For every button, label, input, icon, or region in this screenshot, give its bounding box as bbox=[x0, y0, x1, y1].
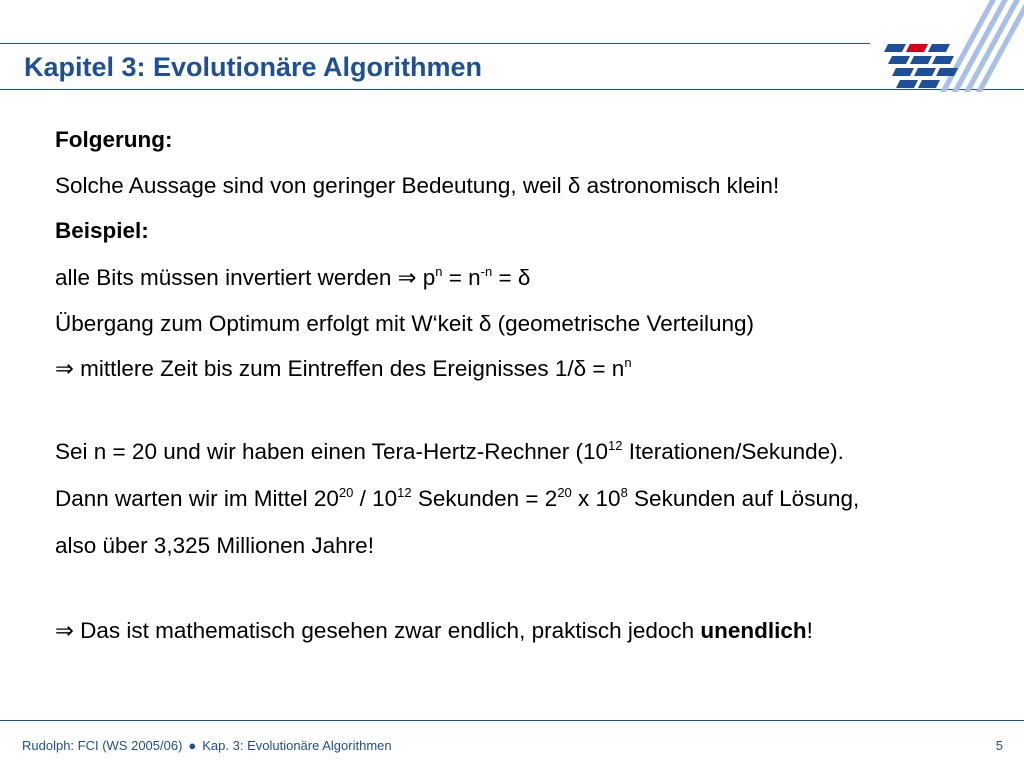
calc-line-waiting: Dann warten wir im Mittel $20^{20} / 10^{12}$ Sekunden = $2^{20}$ x $10^8$ Sekunden auf Lösung, bbox=[55, 484, 860, 511]
slide-title: Kapitel 3: Evolutionäre Algorithmen bbox=[24, 52, 483, 82]
folgerung-heading: Folgerung: bbox=[55, 127, 173, 152]
footer-chapter: Kap. 3: Evolutionäre Algorithmen bbox=[202, 738, 392, 753]
page-number: 5 bbox=[995, 738, 1003, 753]
footer-rule bbox=[0, 720, 1024, 721]
header-rule-top bbox=[0, 43, 870, 44]
example-line-bits: alle Bits müssen invertiert werden ⇒ $p^n = n^{-n} = \delta$ bbox=[55, 263, 531, 290]
example-line-mean-time: ⇒ mittlere Zeit bis zum Eintreffen des Ereignisses $1/\delta = n^n$ bbox=[55, 354, 632, 381]
footer-separator: ● bbox=[188, 738, 197, 753]
beispiel-heading: Beispiel: bbox=[55, 218, 149, 243]
footer-course: Rudolph: FCI (WS 2005/06) bbox=[22, 738, 183, 753]
example-line-transition: Übergang zum Optimum erfolgt mit W‘keit δ (geometrische Verteilung) bbox=[55, 311, 755, 336]
university-logo-icon bbox=[880, 0, 1024, 92]
folgerung-text: Solche Aussage sind von geringer Bedeutung, weil δ astronomisch klein! bbox=[55, 173, 780, 198]
conclusion-line: ⇒ Das ist mathematisch gesehen zwar endlich, praktisch jedoch unendlich! bbox=[55, 618, 813, 643]
calc-line-tera-hertz: Sei n = 20 und wir haben einen Tera-Hertz-Rechner ($10^{12}$ Iterationen/Sekunde). bbox=[55, 437, 844, 464]
calc-line-years: also über 3,325 Millionen Jahre! bbox=[55, 533, 374, 558]
footer-info bbox=[22, 738, 392, 753]
header-rule-bottom bbox=[0, 89, 1024, 90]
